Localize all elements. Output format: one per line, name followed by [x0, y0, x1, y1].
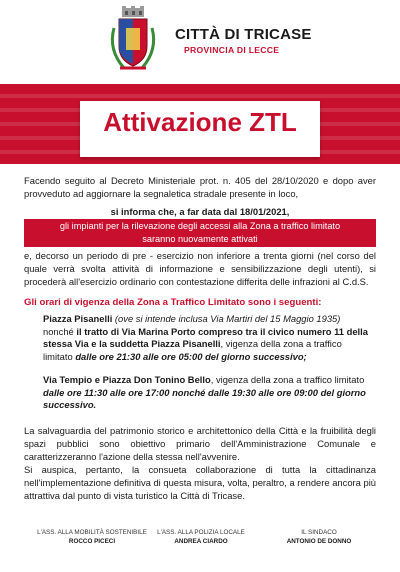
signature-role: L'ASS. ALLA MOBILITÀ SOSTENIBILE: [37, 529, 147, 536]
zone2-name: Via Tempio e Piazza Don Tonino Bello: [43, 374, 211, 385]
followup-paragraph: e, decorso un periodo di pre - esercizio non inferiore a trenta giorni (nel corso del quale verrà svolta attività di informazione e sensibilizzazione degli utenti), si procederà all'esercizio ordinario con contestazione differita delle infrazioni al C.d.S.: [24, 250, 376, 287]
closing-paragraph-2: Si auspica, pertanto, la consueta collaborazione di tutta la cittadinanza nell'implementazione definitiva di questa misura, volta, peraltro, a rendere ancora più attrattiva dal punto di vista turistico la Città di Tricase.: [24, 464, 376, 501]
hours-title: Gli orari di vigenza della Zona a Traffico Limitato sono i seguenti:: [24, 297, 322, 308]
zone1-note: (ove si intende inclusa Via Martiri del 15 Maggio 1935): [114, 313, 341, 324]
signature-mayor: [249, 528, 389, 546]
zone1-text1: nonché: [43, 325, 77, 337]
zone1-hours: dalle ore 21:30 alle ore 05:00 del giorno successivo;: [75, 350, 307, 362]
intro-paragraph: Facendo seguito al Decreto Ministeriale prot. n. 405 del 28/10/2020 e dopo aver provveduto ad aggiornare la segnaletica stradale presente in loco,: [24, 175, 376, 199]
highlight-line-2: saranno nuovamente attivati: [142, 234, 258, 244]
zone2-hours: dalle ore 11:30 alle ore 17:00 nonché dalle 19:30 alle ore 09:00 del giorno successivo.: [43, 386, 366, 410]
highlight-line-1: gli impianti per la rilevazione degli accessi alla Zona a traffico limitato: [59, 221, 341, 231]
signature-role: L'ASS. ALLA POLIZIA LOCALE: [157, 529, 245, 536]
city-title: CITTÀ DI TRICASE: [175, 26, 312, 43]
zone1-text2: il tratto di Via Marina Porto compreso tra il civico numero 11 della stessa Via e la suddetta Piazza Pisanelli: [43, 325, 368, 349]
signature-name: ANTONIO DE DONNO: [286, 538, 352, 545]
zone1-block: [43, 313, 368, 363]
inform-line: si informa che, a far data dal 18/01/2021,: [110, 206, 290, 217]
zone1-name: Piazza Pisanelli: [43, 313, 113, 324]
signature-name: ANDREA CIARDO: [174, 538, 228, 545]
signature-name: ROCCO PICECI: [68, 538, 116, 545]
zone1-text3: , vigenza della zona a traffico limitato: [43, 338, 342, 362]
zone2-text1: , vigenza della zona a traffico limitato: [210, 374, 365, 385]
header: [0, 0, 400, 78]
page-title: Attivazione ZTL: [103, 107, 297, 137]
signature-role: IL SINDACO: [301, 529, 337, 536]
activation-highlight: [24, 219, 376, 247]
city-crest-icon: [106, 6, 160, 74]
zone2-block: [43, 374, 368, 412]
title-card: [80, 101, 320, 157]
province-subtitle: PROVINCIA DI LECCE: [184, 45, 280, 55]
closing-paragraph-1: La salvaguardia del patrimonio storico e architettonico della Città e la fruibilità degli spazi pubblici sono obiettivo primario dell'Amministrazione Comunale e caratterizzeranno l'azione della stessa nell'avvenire.: [24, 425, 376, 462]
